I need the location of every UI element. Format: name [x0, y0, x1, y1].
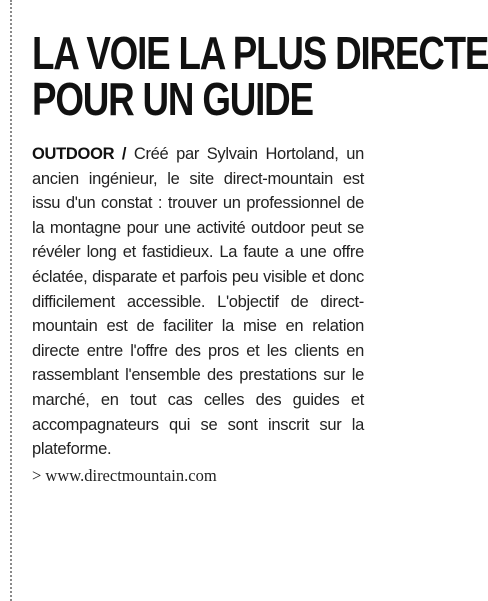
article-body [32, 142, 364, 462]
article-kicker: OUTDOOR / [32, 145, 127, 163]
headline-line-1: LA VOIE LA PLUS DIRECTE [32, 27, 488, 79]
article-body-text: Créé par Sylvain Hortoland, un ancien ingénieur, le site direct-mountain est issu d'un constat : trouver un professionnel de la montagne pour une activité outdoor peut se révéler long et fastidieux. La faute a une offre éclatée, disparate et parfois peu visible et donc difficilement accessible. L'objectif de direct-mountain est de faciliter la mise en relation directe entre l'offre des pros et les clients en rassemblant l'ensemble des prestations sur le marché, en tout cas celles des guides et accompagnateurs qui se sont inscrit sur la plateforme. [32, 145, 364, 459]
article [32, 27, 488, 488]
dotted-margin-rule [10, 0, 12, 601]
article-headline [32, 27, 488, 125]
article-link[interactable]: > www.directmountain.com [32, 465, 217, 485]
headline-line-2: POUR UN GUIDE [32, 73, 313, 125]
